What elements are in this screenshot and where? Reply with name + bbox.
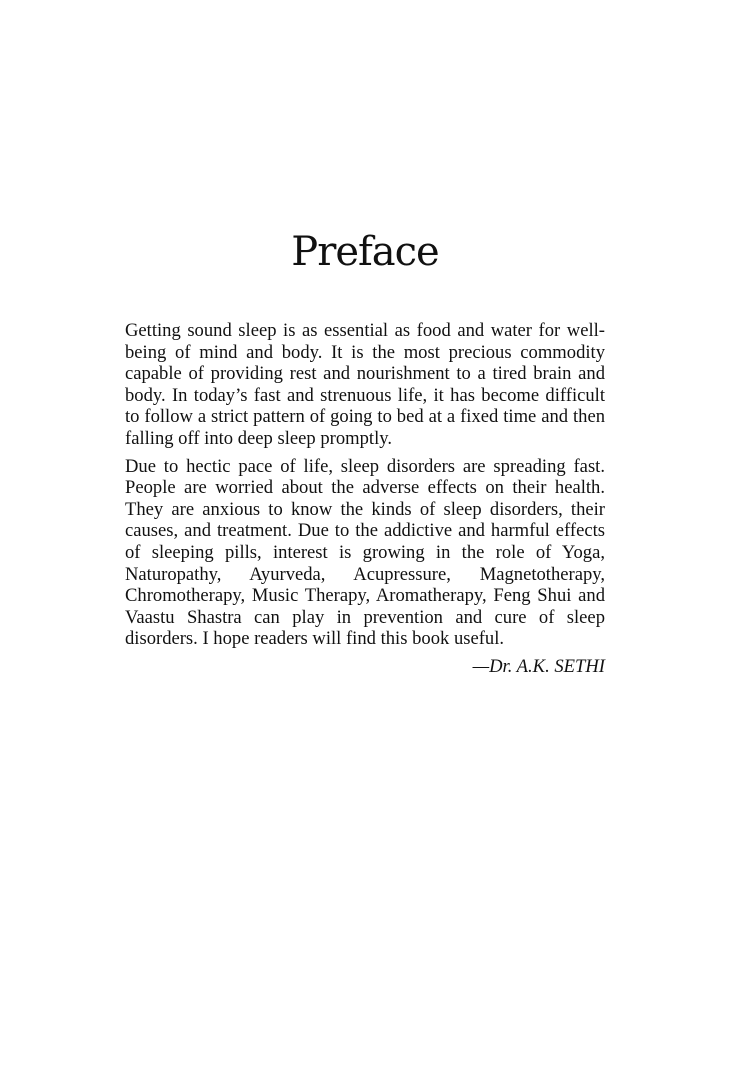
preface-paragraph-2: Due to hectic pace of life, sleep disorders are spreading fast. People are worried about the adverse effects on their health. They are anxious to know the kinds of sleep disorders, their causes, and treatment. Due to the addictive and harmful effects of sleeping pills, interest is growing in the role of Yoga, Naturopathy, Ayurveda, Acupressure, Magnetotherapy, Chromotherapy, Music Therapy, Aromatherapy, Feng Shui and Vaastu Shastra can play in prevention and cure of sleep disorders. I hope readers will find this book useful. [125,455,605,650]
preface-paragraph-1: Getting sound sleep is as essential as food and water for well-being of mind and body. It is the most precious commodity capable of providing rest and nourishment to a tired brain and body. In today’s fast and strenuous life, it has become difficult to follow a strict pattern of going to bed at a fixed time and then falling off into deep sleep promptly. [125,320,605,449]
author-signature: —Dr. A.K. SETHI [472,655,605,677]
preface-body [125,320,605,678]
page-title: Preface [291,229,439,275]
